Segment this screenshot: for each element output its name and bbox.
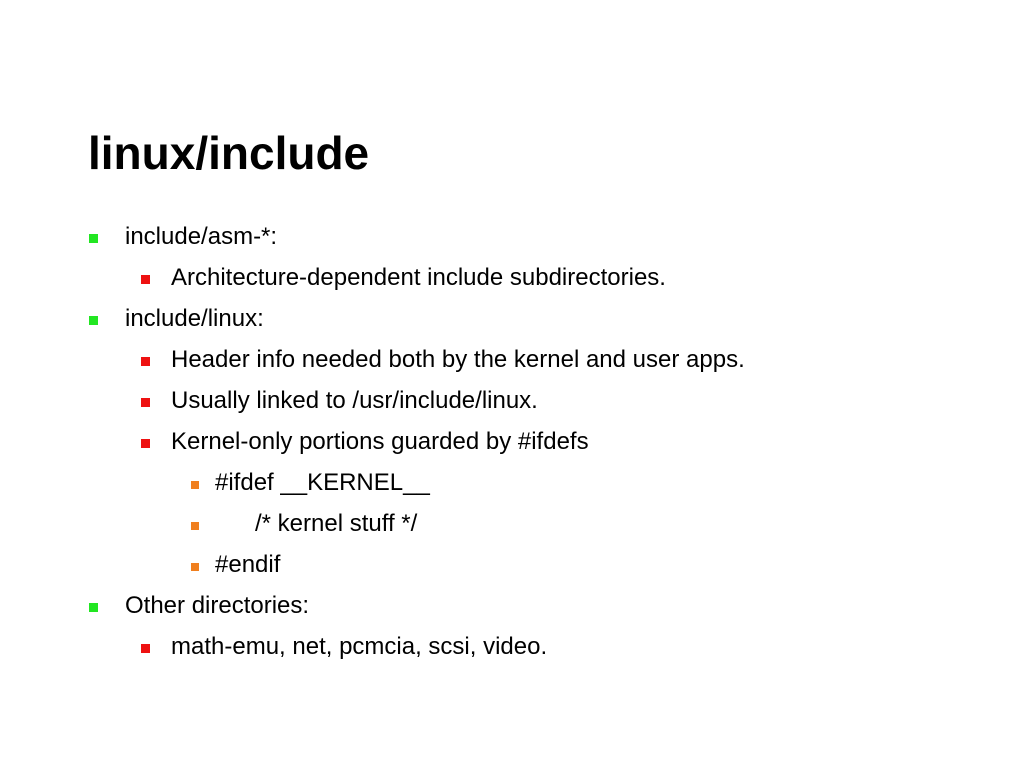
bullet-item-2 <box>0 302 1024 343</box>
bullet-text: math-emu, net, pcmcia, scsi, video. <box>171 633 548 660</box>
bullet-text: include/asm-*: <box>125 223 278 250</box>
bullet-item-3 <box>0 343 1024 384</box>
square-bullet-icon <box>141 357 150 366</box>
bullet-text: Other directories: <box>125 592 310 619</box>
bullet-text: include/linux: <box>125 305 264 332</box>
bullet-item-6 <box>0 466 1024 507</box>
square-bullet-icon <box>141 644 150 653</box>
bullet-item-7 <box>0 507 1024 548</box>
bullet-text: Usually linked to /usr/include/linux. <box>171 387 538 414</box>
bullet-text: Architecture-dependent include subdirectories. <box>171 264 666 291</box>
square-bullet-icon <box>89 234 98 243</box>
bullet-item-4 <box>0 384 1024 425</box>
bullet-text: Header info needed both by the kernel and user apps. <box>171 346 745 373</box>
bullet-text: /* kernel stuff */ <box>215 510 418 537</box>
slide-title: linux/include <box>88 127 370 179</box>
bullet-text: #ifdef __KERNEL__ <box>215 469 430 496</box>
square-bullet-icon <box>141 439 150 448</box>
bullet-item-10 <box>0 630 1024 671</box>
bullet-item-8 <box>0 548 1024 589</box>
bullet-list <box>0 220 1024 671</box>
bullet-item-1 <box>0 261 1024 302</box>
bullet-text: Kernel-only portions guarded by #ifdefs <box>171 428 589 455</box>
square-bullet-icon <box>141 275 150 284</box>
square-bullet-icon <box>191 481 199 489</box>
square-bullet-icon <box>191 522 199 530</box>
square-bullet-icon <box>89 603 98 612</box>
bullet-item-0 <box>0 220 1024 261</box>
square-bullet-icon <box>191 563 199 571</box>
square-bullet-icon <box>89 316 98 325</box>
bullet-text: #endif <box>215 551 281 578</box>
bullet-item-9 <box>0 589 1024 630</box>
bullet-item-5 <box>0 425 1024 466</box>
square-bullet-icon <box>141 398 150 407</box>
